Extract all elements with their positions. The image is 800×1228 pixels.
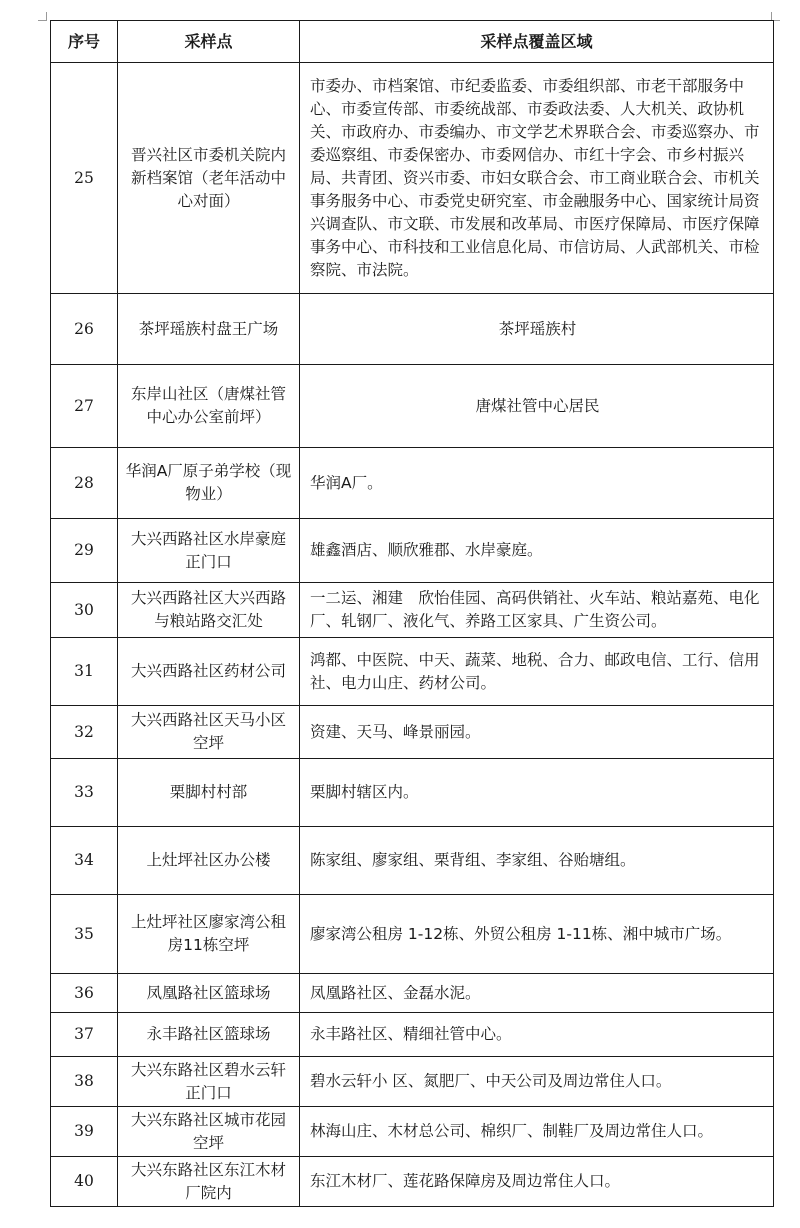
row-area: 一二运、湘建 欣怡佳园、高码供销社、火车站、粮站嘉苑、电化厂、轧钢厂、液化气、养路工区家具、广生资公司。 [300, 583, 774, 638]
corner-crop-mark [38, 12, 47, 21]
sampling-points-table [50, 20, 774, 1207]
table-row [51, 759, 774, 827]
row-area: 廖家湾公租房 1-12栋、外贸公租房 1-11栋、湘中城市广场。 [300, 895, 774, 974]
row-no: 31 [51, 638, 118, 706]
row-no: 25 [51, 63, 118, 294]
row-area: 资建、天马、峰景丽园。 [300, 706, 774, 759]
row-area: 茶坪瑶族村 [300, 294, 774, 365]
row-site: 上灶坪社区办公楼 [118, 827, 300, 895]
row-site: 茶坪瑶族村盘王广场 [118, 294, 300, 365]
row-site: 凤凰路社区篮球场 [118, 974, 300, 1013]
row-site: 永丰路社区篮球场 [118, 1013, 300, 1057]
row-site: 华润A厂原子弟学校（现物业） [118, 448, 300, 519]
row-area: 雄鑫酒店、顺欣雅郡、水岸豪庭。 [300, 519, 774, 583]
row-area: 凤凰路社区、金磊水泥。 [300, 974, 774, 1013]
row-area: 东江木材厂、莲花路保障房及周边常住人口。 [300, 1157, 774, 1207]
row-site: 大兴东路社区城市花园空坪 [118, 1107, 300, 1157]
row-no: 34 [51, 827, 118, 895]
row-no: 33 [51, 759, 118, 827]
row-area: 林海山庄、木材总公司、棉织厂、制鞋厂及周边常住人口。 [300, 1107, 774, 1157]
table-header-row [51, 21, 774, 63]
row-no: 28 [51, 448, 118, 519]
row-no: 32 [51, 706, 118, 759]
row-no: 30 [51, 583, 118, 638]
row-area: 市委办、市档案馆、市纪委监委、市委组织部、市老干部服务中心、市委宣传部、市委统战部、市委政法委、人大机关、政协机关、市政府办、市委编办、市文学艺术界联合会、市委巡察办、市委巡察组、市委保密办、市委网信办、市红十字会、市乡村振兴局、共青团、资兴市委、市妇女联合会、市工商业联合会、市机关事务服务中心、市委党史研究室、市金融服务中心、国家统计局资兴调查队、市文联、市发展和改革局、市医疗保障局、市医疗保障事务中心、市科技和工业信息化局、市信访局、人武部机关、市检察院、市法院。 [300, 63, 774, 294]
table-row [51, 827, 774, 895]
row-site: 大兴东路社区东江木材厂院内 [118, 1157, 300, 1207]
header-area: 采样点覆盖区域 [300, 21, 774, 63]
row-site: 晋兴社区市委机关院内新档案馆（老年活动中心对面） [118, 63, 300, 294]
row-area: 栗脚村辖区内。 [300, 759, 774, 827]
table-row [51, 583, 774, 638]
row-no: 29 [51, 519, 118, 583]
row-site: 大兴西路社区水岸豪庭正门口 [118, 519, 300, 583]
row-no: 38 [51, 1057, 118, 1107]
table-row [51, 365, 774, 448]
row-site: 上灶坪社区廖家湾公租房11栋空坪 [118, 895, 300, 974]
table-row [51, 519, 774, 583]
table-row [51, 1013, 774, 1057]
table-row [51, 448, 774, 519]
row-site: 大兴西路社区药材公司 [118, 638, 300, 706]
row-site: 大兴东路社区碧水云轩正门口 [118, 1057, 300, 1107]
row-area: 唐煤社管中心居民 [300, 365, 774, 448]
table-row [51, 1107, 774, 1157]
table-row [51, 974, 774, 1013]
row-no: 36 [51, 974, 118, 1013]
table-row [51, 895, 774, 974]
row-site: 大兴西路社区天马小区空坪 [118, 706, 300, 759]
header-no: 序号 [51, 21, 118, 63]
table-row [51, 63, 774, 294]
row-area: 鸿都、中医院、中天、蔬菜、地税、合力、邮政电信、工行、信用社、电力山庄、药材公司。 [300, 638, 774, 706]
table-row [51, 294, 774, 365]
row-site: 栗脚村村部 [118, 759, 300, 827]
row-area: 华润A厂。 [300, 448, 774, 519]
header-site: 采样点 [118, 21, 300, 63]
row-area: 碧水云轩小 区、氮肥厂、中天公司及周边常住人口。 [300, 1057, 774, 1107]
row-no: 27 [51, 365, 118, 448]
table-row [51, 1057, 774, 1107]
row-area: 陈家组、廖家组、栗背组、李家组、谷贻塘组。 [300, 827, 774, 895]
row-site: 大兴西路社区大兴西路与粮站路交汇处 [118, 583, 300, 638]
row-no: 26 [51, 294, 118, 365]
table-row [51, 1157, 774, 1207]
row-site: 东岸山社区（唐煤社管中心办公室前坪） [118, 365, 300, 448]
row-no: 40 [51, 1157, 118, 1207]
table-row [51, 638, 774, 706]
row-no: 37 [51, 1013, 118, 1057]
row-area: 永丰路社区、精细社管中心。 [300, 1013, 774, 1057]
row-no: 35 [51, 895, 118, 974]
table-row [51, 706, 774, 759]
row-no: 39 [51, 1107, 118, 1157]
